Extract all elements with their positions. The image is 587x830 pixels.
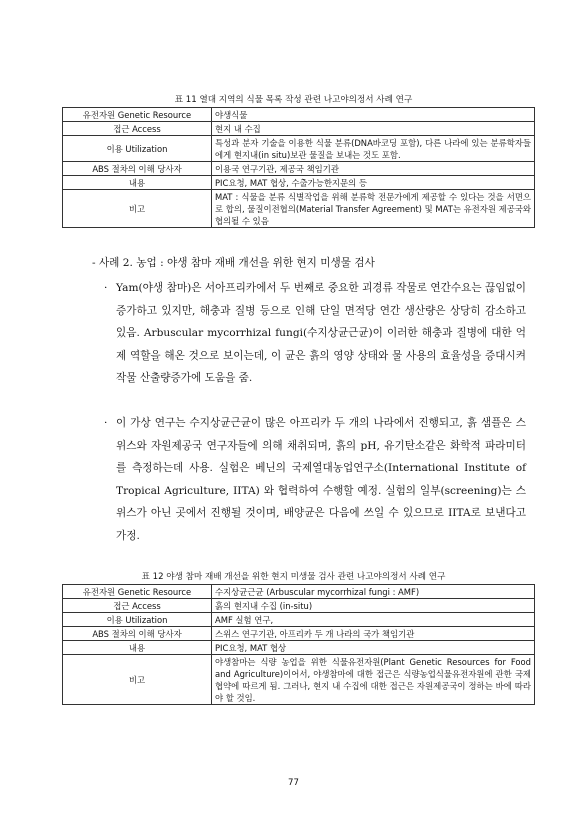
table-value: 흙의 현지내 수집 (in-situ) (212, 599, 535, 613)
bullet: · (104, 417, 108, 429)
bullet: · (104, 282, 108, 294)
section-heading: - 사례 2. 농업 : 야생 참마 재배 개선을 위한 현지 미생물 검사 (92, 257, 375, 269)
table-value: 이용국 연구기관, 제공국 책임기관 (212, 162, 535, 176)
table-value: MAT : 식물을 분류 식별작업을 위해 분류학 전문가에게 제공할 수 있다는 것을 서면으로 합의, 물질이전협의(Material Transfer Agreement) 및 MAT는 유전자원 제공국와 협의될 수 있음 (212, 190, 535, 228)
table-row (63, 176, 535, 190)
table-value: 야생식물 (212, 108, 535, 122)
table-row (63, 108, 535, 122)
table-key: 유전자원 Genetic Resource (63, 585, 212, 599)
table-key: 내용 (63, 176, 212, 190)
table-value: 스위스 연구기관, 아프리카 두 개 나라의 국가 책임기관 (212, 627, 535, 641)
table-value: 현지 내 수집 (212, 122, 535, 136)
table-11-caption: 표 11 열대 지역의 식물 목록 작성 관련 나고야의정서 사례 연구 (174, 95, 413, 105)
table-row (63, 641, 535, 655)
paragraph (86, 277, 526, 390)
table-12-caption: 표 12 야생 참마 재배 개선을 위한 현지 미생물 검사 관련 나고야의정서 사례 연구 (141, 572, 446, 582)
table-12 (62, 584, 535, 705)
table-row (63, 627, 535, 641)
table-value: 수지상균근균 (Arbuscular mycorrhizal fungi : AMF) (212, 585, 535, 599)
table-row (63, 613, 535, 627)
table-value: PIC요청, MAT 협상 (212, 641, 535, 655)
table-key: 접근 Access (63, 122, 212, 136)
table-key: 내용 (63, 641, 212, 655)
table-key: ABS 절차의 이해 당사자 (63, 162, 212, 176)
table-key: 이용 Utilization (63, 136, 212, 162)
table-11 (62, 107, 535, 228)
table-row (63, 190, 535, 228)
table-key: 접근 Access (63, 599, 212, 613)
table-key: 비고 (63, 190, 212, 228)
table-key: 이용 Utilization (63, 613, 212, 627)
paragraph (86, 412, 526, 547)
table-row (63, 585, 535, 599)
table-key: 비고 (63, 655, 212, 705)
table-row (63, 162, 535, 176)
table-row (63, 599, 535, 613)
table-row (63, 122, 535, 136)
page-number: 77 (288, 778, 299, 788)
paragraph-text: 이 가상 연구는 수지상균근균이 많은 아프리카 두 개의 나라에서 진행되고, 흙 샘플은 스위스와 자원제공국 연구자들에 의해 채취되며, 흙의 pH, 유기탄소같은 화학적 파라미터를 측정하는데 사용. 실험은 베닌의 국제열대농업연구소(International Institute of Tropical Agriculture, IITA) 와 협력하여 수행할 예정. 실험의 일부(screening)는 스위스가 아닌 곳에서 진행될 것이며, 배양균은 다음에 쓰일 수 있으므로 IITA로 보낸다고 가정. (116, 417, 526, 542)
table-key: 유전자원 Genetic Resource (63, 108, 212, 122)
table-row (63, 136, 535, 162)
table-row (63, 655, 535, 705)
table-key: ABS 절차의 이해 당사자 (63, 627, 212, 641)
table-value: 특성과 분자 기술을 이용한 식물 분류(DNA바코딩 포함), 다른 나라에 있는 분류학자들에게 현지내(in situ)보관 물질을 보내는 것도 포함. (212, 136, 535, 162)
paragraph-text: Yam(야생 참마)은 서아프리카에서 두 번째로 중요한 괴경류 작물로 연간수요는 끊임없이 증가하고 있지만, 해충과 질병 등으로 인해 단일 면적당 연간 생산량은 상당히 감소하고 있음. Arbuscular mycorrhizal fungi(수지상균근균)이 이러한 해충과 질병에 대한 억제 역할을 해온 것으로 보이는데, 이 균은 흙의 영양 상태와 물 사용의 효율성을 증대시켜 작물 산출량증가에 도움을 줌. (116, 282, 526, 384)
table-value: PIC요청, MAT 협상, 수출가능한지문의 등 (212, 176, 535, 190)
table-value: 야생참마는 식량 농업을 위한 식물유전자원(Plant Genetic Resources for Food and Agriculture)이어서, 야생참마에 대한 접근은 식량농업식물유전자원에 관한 국제협약에 따르게 됨. 그러나, 현지 내 수집에 대한 접근은 자원제공국이 정하는 바에 따라야 할 것임. (212, 655, 535, 705)
table-value: AMF 실험 연구, (212, 613, 535, 627)
